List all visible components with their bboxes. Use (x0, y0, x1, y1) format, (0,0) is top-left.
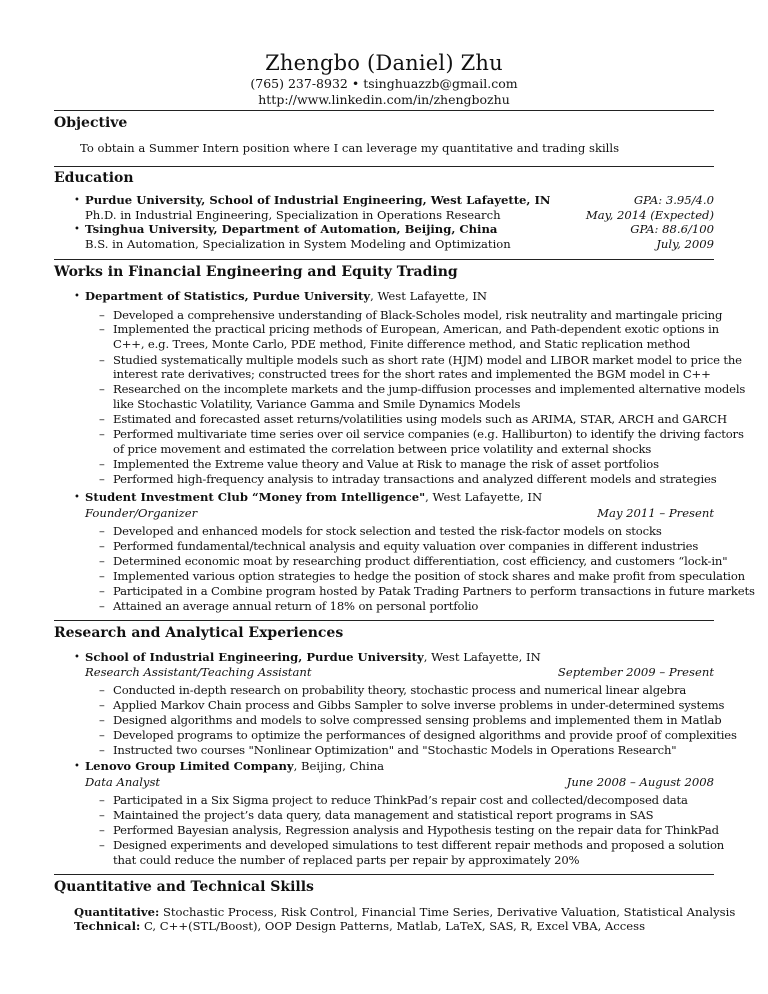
dash-marker: – (99, 823, 105, 837)
bullet-marker: • (74, 224, 80, 235)
dash-marker: – (99, 427, 105, 441)
research-detail: Applied Markov Chain process and Gibbs Sampler to solve inverse problems in under-determined systems (113, 698, 725, 712)
email-address[interactable]: tsinghuazzb@gmail.com (363, 76, 518, 91)
bullet-marker: • (74, 761, 80, 772)
work-org-name: Student Investment Club “Money from Intelligence" (85, 490, 426, 504)
work-detail: C++, e.g. Trees, Monte Carlo, PDE method, Finite difference method, and Static replication method (113, 337, 691, 351)
work-detail: Implemented various option strategies to hedge the position of stock shares and make profit from speculation (113, 569, 745, 583)
resume-header (0, 50, 768, 108)
dash-marker: – (99, 539, 105, 553)
work-detail: interest rate derivatives; constructed trees for the short rates and implemented the BGM model in C++ (113, 367, 711, 381)
works-heading: Works in Financial Engineering and Equity Trading (54, 264, 458, 280)
research-role: Research Assistant/Teaching Assistant (85, 665, 312, 679)
research-role: Data Analyst (85, 775, 161, 789)
dash-marker: – (99, 353, 105, 367)
work-org-location: , West Lafayette, IN (370, 289, 488, 303)
skills-technical (74, 919, 645, 933)
research-org (85, 759, 384, 773)
objective-heading: Objective (54, 115, 128, 131)
work-detail: Performed multivariate time series over oil service companies (e.g. Halliburton) to identify the driving factors (113, 427, 744, 441)
work-detail: like Stochastic Volatility, Variance Gamma and Smile Dynamics Models (113, 397, 521, 411)
research-detail: Performed Bayesian analysis, Regression analysis and Hypothesis testing on the repair data for ThinkPad (113, 823, 719, 837)
dash-marker: – (99, 322, 105, 336)
research-detail: Maintained the project’s data query, data management and statistical report programs in SAS (113, 808, 654, 822)
bullet-marker: • (74, 195, 80, 206)
work-org (85, 289, 487, 303)
work-detail: Participated in a Combine program hosted by Patak Trading Partners to perform transactions in future markets (113, 584, 755, 598)
work-detail: of price movement and estimated the correlation between price volatility and external shocks (113, 442, 652, 456)
dash-marker: – (99, 728, 105, 742)
work-detail: Developed a comprehensive understanding of Black-Scholes model, risk neutrality and martingale pricing (113, 308, 723, 322)
section-divider (54, 166, 714, 167)
education-gpa: GPA: 3.95/4.0 (633, 193, 714, 207)
dash-marker: – (99, 599, 105, 613)
research-org-location: , West Lafayette, IN (423, 650, 541, 664)
dash-marker: – (99, 524, 105, 538)
skills-quantitative (74, 905, 735, 919)
dash-marker: – (99, 793, 105, 807)
dash-marker: – (99, 308, 105, 322)
dash-marker: – (99, 808, 105, 822)
candidate-name: Zhengbo (Daniel) Zhu (265, 51, 503, 75)
skills-quant-label: Quantitative: (74, 905, 160, 919)
section-divider (54, 259, 714, 260)
research-detail: Designed experiments and developed simulations to test different repair methods and proposed a solution (113, 838, 725, 852)
dash-marker: – (99, 412, 105, 426)
work-org-name: Department of Statistics, Purdue University (85, 289, 371, 303)
work-detail: Determined economic moat by researching product differentiation, cost efficiency, and customers “lock-in" (113, 554, 728, 568)
work-detail: Performed fundamental/technical analysis and equity valuation over companies in different industries (113, 539, 699, 553)
education-degree: B.S. in Automation, Specialization in System Modeling and Optimization (85, 237, 511, 251)
research-org-name: School of Industrial Engineering, Purdue University (85, 650, 424, 664)
work-detail: Performed high-frequency analysis to intraday transactions and analyzed different models and strategies (113, 472, 717, 486)
dash-marker: – (99, 683, 105, 697)
research-detail: that could reduce the number of replaced parts per repair by approximately 20% (113, 853, 580, 867)
bullet-marker: • (74, 652, 80, 663)
work-org (85, 490, 542, 504)
research-detail: Participated in a Six Sigma project to reduce ThinkPad’s repair cost and collected/decomposed data (113, 793, 688, 807)
research-date: June 2008 – August 2008 (566, 775, 714, 789)
research-org (85, 650, 541, 664)
section-divider (54, 110, 714, 111)
research-org-name: Lenovo Group Limited Company (85, 759, 294, 773)
dash-marker: – (99, 698, 105, 712)
work-date: May 2011 – Present (597, 506, 714, 520)
skills-tech-text: C, C++(STL/Boost), OOP Design Patterns, Matlab, LaTeX, SAS, R, Excel VBA, Access (143, 919, 646, 933)
skills-tech-label: Technical: (74, 919, 141, 933)
dash-marker: – (99, 713, 105, 727)
section-divider (54, 620, 714, 621)
skills-heading: Quantitative and Technical Skills (54, 879, 314, 895)
dash-marker: – (99, 584, 105, 598)
work-detail: Researched on the incomplete markets and the jump-diffusion processes and implemented alternative models (113, 382, 746, 396)
research-heading: Research and Analytical Experiences (54, 625, 344, 641)
work-detail: Estimated and forecasted asset returns/volatilities using models such as ARIMA, STAR, ARCH and GARCH (113, 412, 727, 426)
dash-marker: – (99, 569, 105, 583)
research-detail: Designed algorithms and models to solve compressed sensing problems and implemented them in Matlab (113, 713, 722, 727)
work-detail: Implemented the practical pricing methods of European, American, and Path-dependent exotic options in (113, 322, 719, 336)
education-date: July, 2009 (656, 237, 714, 251)
education-heading: Education (54, 170, 134, 186)
education-gpa: GPA: 88.6/100 (630, 222, 714, 236)
linkedin-link[interactable]: http://www.linkedin.com/in/zhengbozhu (258, 92, 510, 107)
work-detail: Attained an average annual return of 18% on personal portfolio (113, 599, 479, 613)
research-org-location: , Beijing, China (293, 759, 385, 773)
dash-marker: – (99, 382, 105, 396)
section-divider (54, 874, 714, 875)
skills-quant-text: Stochastic Process, Risk Control, Financial Time Series, Derivative Valuation, Statistical Analysis (162, 905, 736, 919)
bullet-marker: • (74, 492, 80, 503)
research-detail: Instructed two courses "Nonlinear Optimization" and "Stochastic Models in Operations Research" (113, 743, 677, 757)
work-detail: Developed and enhanced models for stock selection and tested the risk-factor models on stocks (113, 524, 662, 538)
research-detail: Developed programs to optimize the performances of designed algorithms and provide proof of complexities (113, 728, 737, 742)
research-detail: Conducted in-depth research on probability theory, stochastic process and numerical linear algebra (113, 683, 687, 697)
separator-dot: • (351, 76, 360, 91)
work-detail: Implemented the Extreme value theory and Value at Risk to manage the risk of asset portfolios (113, 457, 659, 471)
dash-marker: – (99, 472, 105, 486)
dash-marker: – (99, 554, 105, 568)
phone-number: (765) 237-8932 (250, 76, 348, 91)
objective-text: To obtain a Summer Intern position where I can leverage my quantitative and trading skills (80, 141, 620, 155)
contact-line (0, 76, 768, 92)
dash-marker: – (99, 838, 105, 852)
work-org-location: , West Lafayette, IN (425, 490, 543, 504)
dash-marker: – (99, 743, 105, 757)
education-date: May, 2014 (Expected) (585, 208, 714, 222)
work-detail: Studied systematically multiple models such as short rate (HJM) model and LIBOR market model to price the (113, 353, 742, 367)
education-school: Tsinghua University, Department of Automation, Beijing, China (85, 222, 498, 236)
research-date: September 2009 – Present (557, 665, 714, 679)
work-role: Founder/Organizer (85, 506, 198, 520)
education-degree: Ph.D. in Industrial Engineering, Specialization in Operations Research (85, 208, 501, 222)
education-school: Purdue University, School of Industrial Engineering, West Lafayette, IN (85, 193, 551, 207)
bullet-marker: • (74, 291, 80, 302)
dash-marker: – (99, 457, 105, 471)
